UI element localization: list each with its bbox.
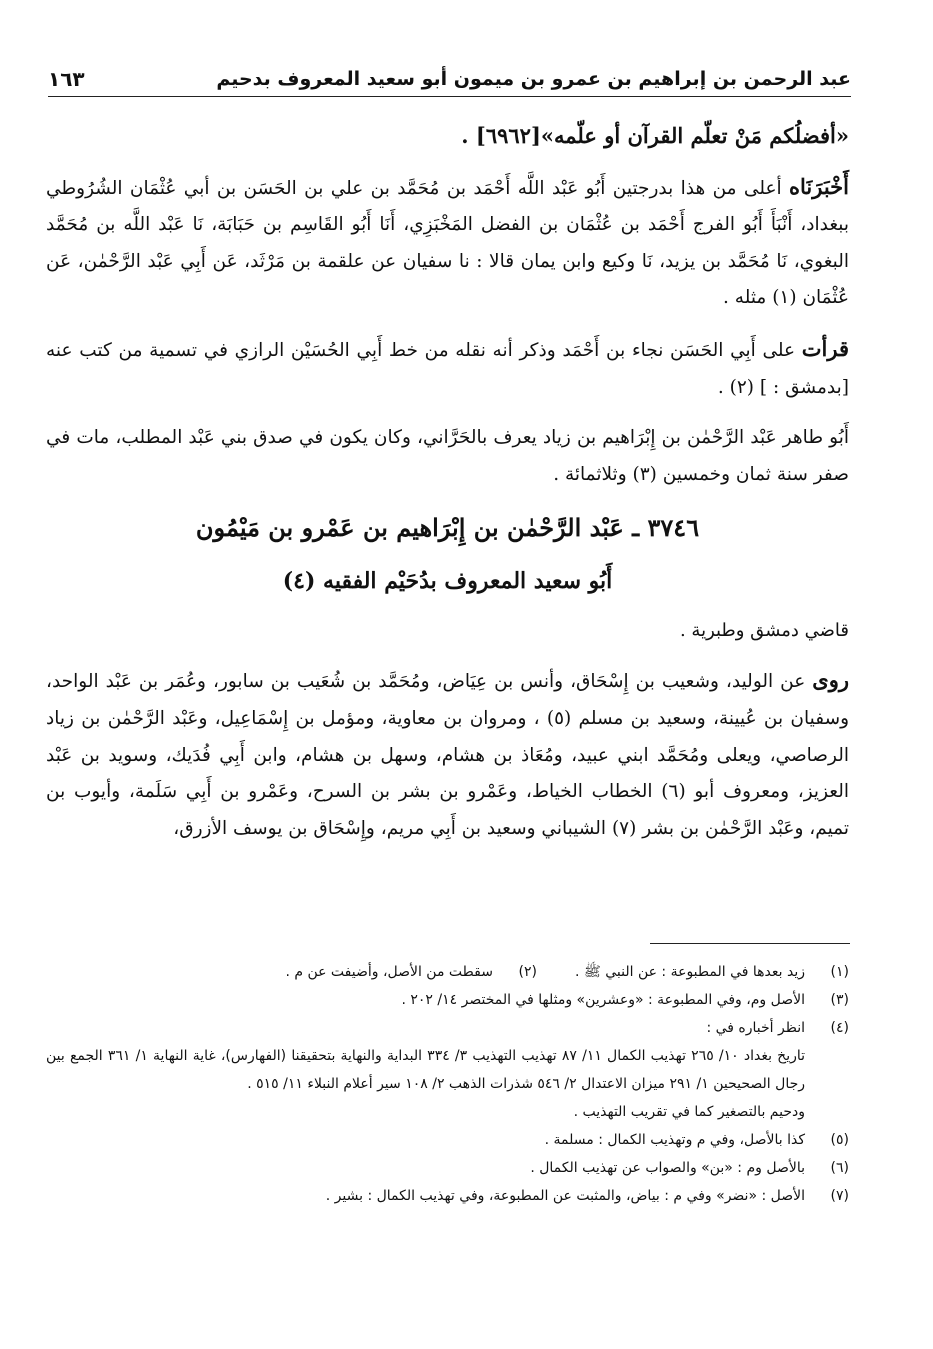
paragraph-text: أعلى من هذا بدرجتين أَبُو عَبْد اللَّه أَحْمَد بن مُحَمَّد بن علي بن الحَسَن بن أبي عُثْمَان الشُرُوطي ببغداد، أَنْبَأَ أَبُو الفرج أَحْمَد بن عُثْمَان بن الفضل المَخْبَزِي، أَنَا أَبُو القَاسِم بن حَبَابَة، نَا عَبْد اللَّه بن مُحَمَّد البغوي، نَا مُحَمَّد بن يزيد، نَا وكيع وابن يمان قالا : نا سفيان عن علقمة بن مَرْثَد، عَن أَبِي عَبْد الرَّحْمٰن، عَن عُثْمَان (١) مثله . [46,177,849,309]
main-text [46,118,849,861]
entry-heading: ٣٧٤٦ ـ عَبْد الرَّحْمٰن بن إِبْرَاهيم بن عَمْرو بن مَيْمُون [195,513,700,543]
running-header [48,62,851,97]
paragraph-lead-word: أَخْبَرَنَاه [789,173,849,199]
paragraph-lead-word: قرأت [801,335,849,361]
footnote-divider [650,943,850,944]
footnote-5 [46,1126,849,1154]
footnote-text: انظر أخباره في : [706,1020,805,1036]
entry-note: قاضي دمشق وطبرية . [679,620,849,642]
footnote-text: سقطت من الأصل، وأضيفت عن م . [285,964,493,980]
footnote-number: (٥) [830,1132,849,1148]
paragraph-text: على أَبِي الحَسَن نجاء بن أَحْمَد وذكر أنه نقله من خط أَبِي الحُسَيْن الرازي في تسمية من كتب عنه [بدمشق : ] (٢) . [46,339,849,398]
footnote-row [46,958,849,986]
footnote-text: زيد بعدها في المطبوعة : عن النبي ﷺ . [574,964,805,980]
footnote-text: بالأصل وم : «بن» والصواب عن تهذيب الكمال . [530,1160,805,1176]
footnote-number: (٣) [830,992,849,1008]
page-number: ١٦٣ [48,67,85,91]
footnote-3 [46,986,849,1014]
footnote-4-sources: تاريخ بغداد ١٠/ ٢٦٥ تهذيب الكمال ١١/ ٨٧ تهذيب التهذيب ٣/ ٣٣٤ البداية والنهاية بتحقيقنا (الفهارس)، غاية النهاية ١/ ٣٦١ الجمع بين رجال الصحيحين ١/ ٢٩١ ميزان الاعتدال ٢/ ٥٤٦ شذرات الذهب ٢/ ١٠٨ سير أعلام النبلاء ١١/ ٥١٥ . [46,1048,806,1092]
footnote-1 [575,958,849,986]
footnote-number: (٢) [518,964,537,980]
paragraph-reading [46,331,849,406]
footnotes [46,958,849,1210]
footnote-4-remark: ودحيم بالتصغير كما في تقريب التهذيب . [573,1104,805,1120]
footnote-text: الأصل : «نضر» وفي م : بياض، والمثبت عن المطبوعة، وفي تهذيب الكمال : بشير . [325,1188,805,1204]
paragraph-lead-word: روى [812,667,849,693]
footnote-2 [285,958,537,986]
paragraph-narrated [46,662,849,847]
footnote-number: (١) [830,964,849,980]
footnote-6 [46,1154,849,1182]
paragraph-isnad [46,169,849,317]
hadith-quote: «أفضلُكم مَنْ تعلّم القرآن أو علّمه»[٦٩٦٢] . [461,123,849,148]
paragraph-text: عن الوليد، وشعيب بن إِسْحَاق، وأنس بن عِيَاض، ومُحَمَّد بن شُعَيب بن سابور، وعُمَر بن عَبْد الواحد، وسفيان بن عُيينة، وسعيد بن مسلم (٥) ، ومروان بن معاوية، ومؤمل بن إِسْمَاعِيل، وعَبْد الرَّحْمٰن بن زياد الرصاصي، ويعلى ومُحَمَّد ابني عبيد، ومُعَاذ بن هشام، وسهل بن هشام، وابن أَبِي فُدَيك، وسويد بن عَبْد العزيز، ومعروف أبو (٦) الخطاب الخياط، وعَمْرو بن بشر بن السرح، وعَمْرو بن أَبِي سَلَمة، وأيوب بن تميم، وعَبْد الرَّحْمٰن بن بشر (٧) الشيباني وسعيد بن أَبِي مريم، وإِسْحَاق بن يوسف الأزرق، [46,671,849,839]
footnote-number: (٧) [830,1188,849,1204]
entry-subheading: أَبُو سعيد المعروف بدُحَيْم الفقيه (٤) [282,568,613,595]
footnote-text: الأصل وم، وفي المطبوعة : «وعشرين» ومثلها في المختصر ١٤/ ٢٠٢ . [401,992,805,1008]
footnote-number: (٤) [830,1020,849,1036]
paragraph-biography: أَبُو طاهر عَبْد الرَّحْمٰن بن إِبْرَاهيم بن زياد يعرف بالحَرَّاني، وكان يكون في صدق بني عَبْد المطلب، مات في صفر سنة ثمان وخمسين (٣) وثلاثمائة . [46,427,849,485]
footnote-text: كذا بالأصل، وفي م وتهذيب الكمال : مسلمة . [544,1132,805,1148]
footnote-number: (٦) [830,1160,849,1176]
running-title: عبد الرحمن بن إبراهيم بن عمرو بن ميمون أبو سعيد المعروف بدحيم [216,68,851,90]
footnote-7 [46,1182,849,1210]
footnote-4 [46,1014,849,1042]
